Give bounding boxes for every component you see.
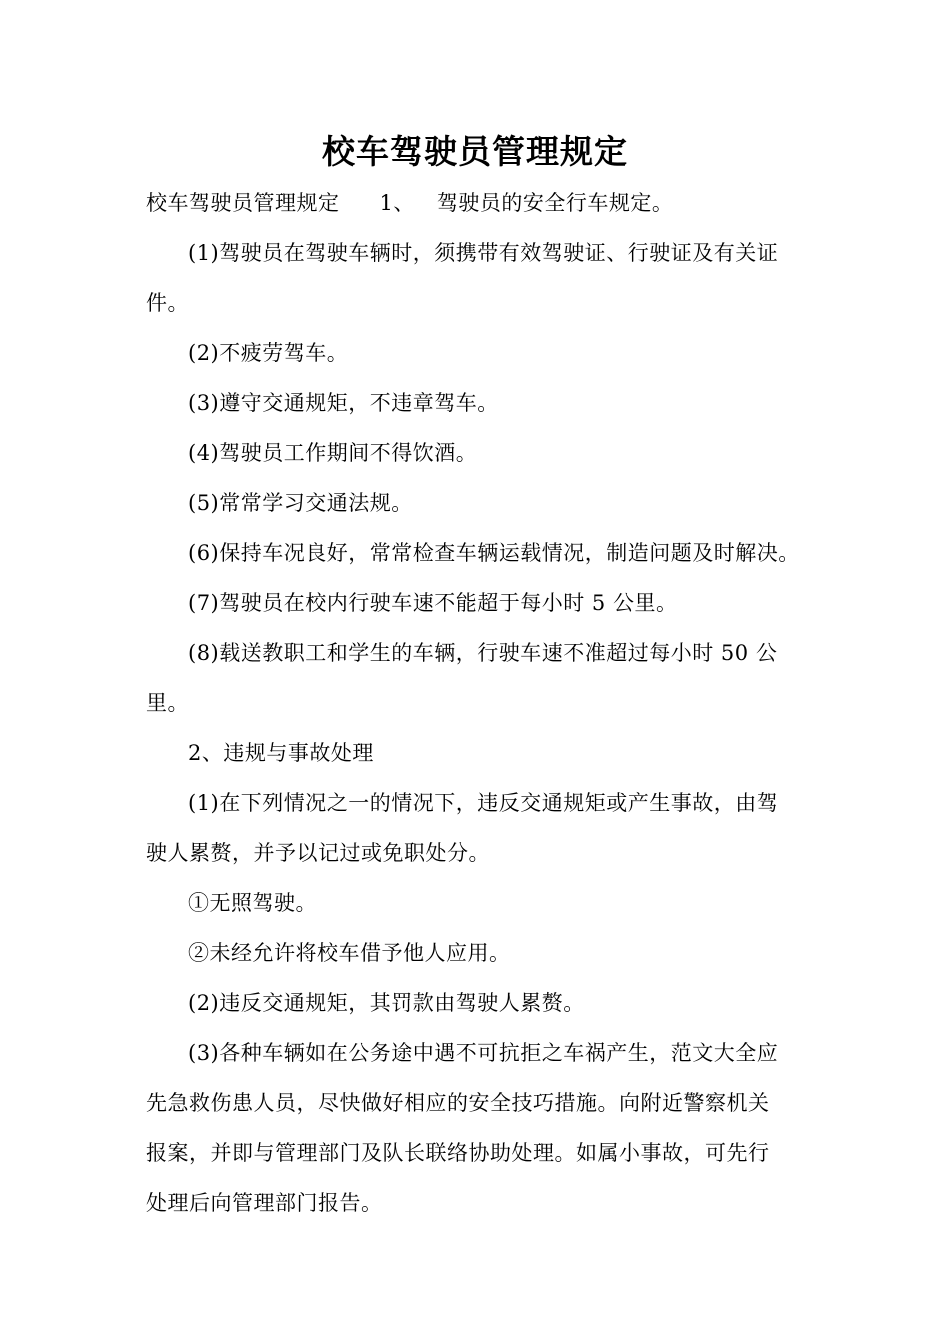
lead-line — [146, 178, 816, 228]
paragraph-13-line-1: (3)各种车辆如在公务途中遇不可抗拒之车祸产生，范文大全应 — [188, 1041, 779, 1065]
paragraph-1-line-1: (1)驾驶员在驾驶车辆时，须携带有效驾驶证、行驶证及有关证 — [188, 241, 779, 265]
document-body — [146, 178, 816, 1228]
paragraph-12: (2)违反交通规矩，其罚款由驾驶人累赘。 — [188, 991, 585, 1015]
paragraph-6: (6)保持车况良好，常常检查车辆运载情况，制造问题及时解决。 — [188, 541, 800, 565]
paragraph-8-line-1: (8)载送教职工和学生的车辆，行驶车速不准超过每小时 50 公 — [188, 641, 778, 665]
paragraph-7: (7)驾驶员在校内行驶车速不能超于每小时 5 公里。 — [188, 591, 678, 615]
lead-right-text: 驾驶员的安全行车规定。 — [436, 191, 674, 215]
paragraph-10: ①无照驾驶。 — [188, 891, 317, 915]
paragraph-9-line-2: 驶人累赘，并予以记过或免职处分。 — [146, 841, 490, 865]
lead-left-text: 校车驾驶员管理规定 — [146, 191, 340, 215]
paragraph-13-line-4: 处理后向管理部门报告。 — [146, 1191, 383, 1215]
document-title: 校车驾驶员管理规定 — [322, 132, 628, 171]
paragraph-11: ②未经允许将校车借予他人应用。 — [188, 941, 511, 965]
paragraph-8-line-2: 里。 — [146, 691, 189, 715]
paragraph-13-line-3: 报案，并即与管理部门及队长联络协助处理。如属小事故，可先行 — [146, 1141, 770, 1165]
paragraph-5: (5)常常学习交通法规。 — [188, 491, 413, 515]
paragraph-1-line-2: 件。 — [146, 291, 189, 315]
paragraph-3: (3)遵守交通规矩，不违章驾车。 — [188, 391, 499, 415]
paragraph-9-line-1: (1)在下列情况之一的情况下，违反交通规矩或产生事故，由驾 — [188, 791, 779, 815]
lead-number: 1、 — [379, 191, 415, 215]
section-2-heading: 2、违规与事故处理 — [188, 741, 374, 765]
paragraph-4: (4)驾驶员工作期间不得饮酒。 — [188, 441, 478, 465]
paragraph-2: (2)不疲劳驾车。 — [188, 341, 349, 365]
paragraph-13-line-2: 先急救伤患人员，尽快做好相应的安全技巧措施。向附近警察机关 — [146, 1091, 770, 1115]
